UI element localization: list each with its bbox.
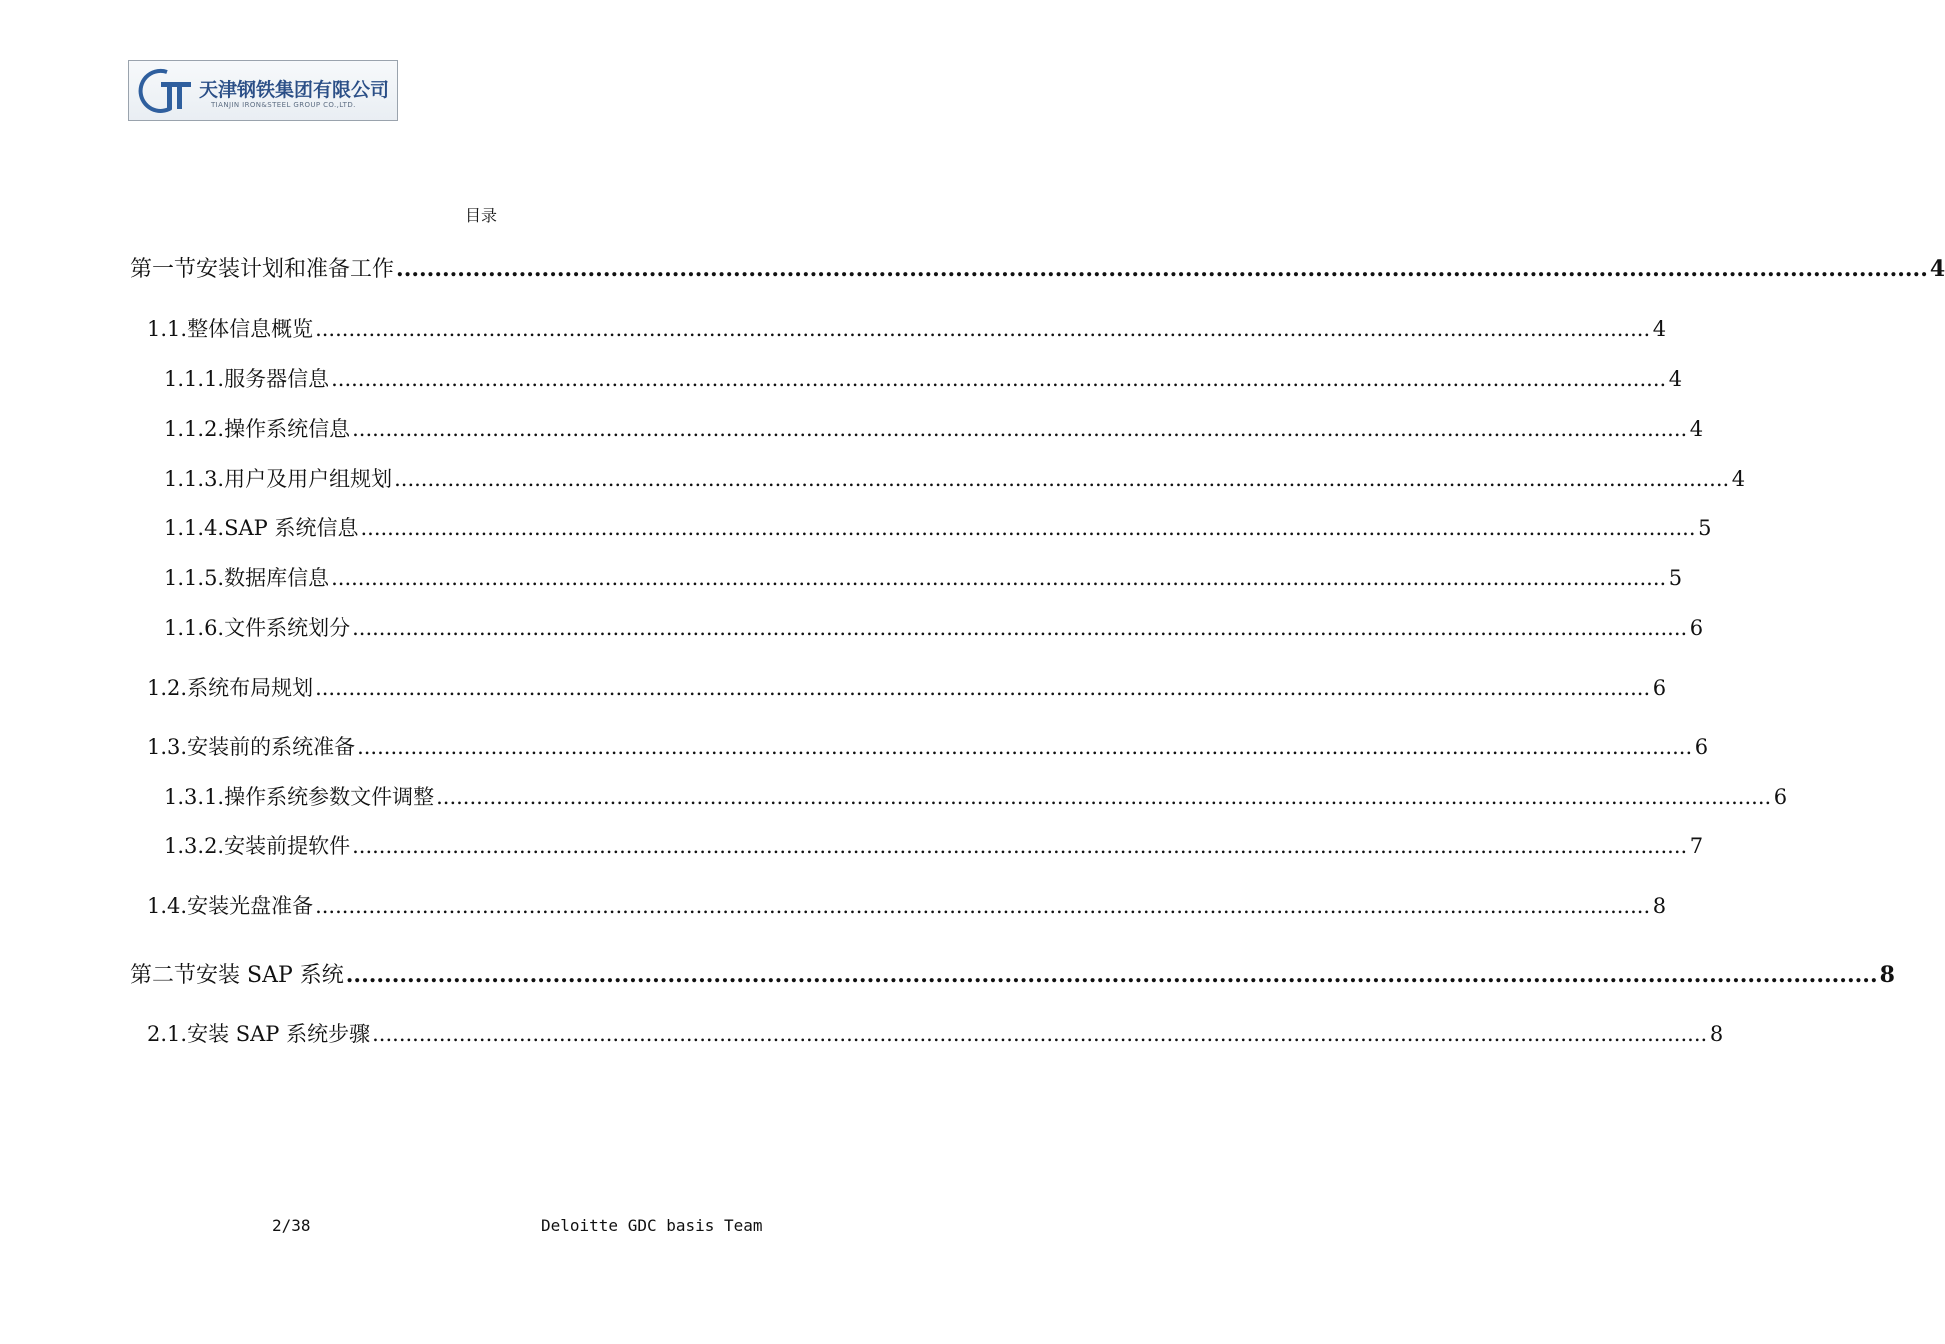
toc-entry-number: 1.1.4. bbox=[164, 516, 225, 540]
toc-entry[interactable] bbox=[164, 781, 1788, 811]
toc-entry-number: 1.1.2. bbox=[164, 417, 225, 441]
toc-entry-page: 7 bbox=[1689, 834, 1704, 858]
toc-entry-number: 1.3.2. bbox=[164, 834, 225, 858]
toc-entry-page: 5 bbox=[1668, 566, 1683, 590]
toc-entry-label: 用户及用户组规划 bbox=[224, 467, 393, 491]
toc-entry-number: 1.1.3. bbox=[164, 467, 225, 491]
toc-dot-leader: ........................................................................................................................................................................................................ bbox=[372, 1022, 1708, 1046]
toc-dot-leader: ........................................................................................................................................................................................................ bbox=[315, 894, 1651, 918]
toc-entry-page: 6 bbox=[1652, 676, 1667, 700]
toc-entry-page: 4 bbox=[1929, 256, 1945, 282]
toc-entry-label: 系统布局规划 bbox=[187, 676, 314, 700]
toc-entry[interactable] bbox=[164, 830, 1704, 860]
toc-entry[interactable] bbox=[164, 363, 1683, 393]
toc-entry-page: 4 bbox=[1652, 317, 1667, 341]
toc-dot-leader: ........................................................................................................................................................................................................ bbox=[394, 467, 1730, 491]
toc-dot-leader: ........................................................................................................................................................................................................ bbox=[315, 317, 1651, 341]
toc-entry-page: 6 bbox=[1773, 785, 1788, 809]
toc-entry-label: 安装 SAP 系统步骤 bbox=[187, 1022, 371, 1046]
toc-entry-page: 5 bbox=[1698, 516, 1712, 540]
footer-page-number: 2/38 bbox=[272, 1216, 311, 1235]
toc-entry[interactable] bbox=[130, 958, 1895, 989]
toc-entry-number: 1.2. bbox=[147, 676, 188, 700]
toc-dot-leader: ........................................................................................................................................................................................................ bbox=[360, 516, 1696, 540]
toc-entry[interactable] bbox=[147, 890, 1667, 920]
company-logo bbox=[128, 60, 398, 121]
logo-chinese-name: 天津钢铁集团有限公司 bbox=[199, 79, 390, 101]
toc-entry[interactable] bbox=[147, 313, 1667, 343]
toc-dot-leader: ........................................................................................................................................................................................................ bbox=[352, 616, 1688, 640]
toc-entry[interactable] bbox=[164, 562, 1683, 592]
toc-entry-number: 1.3.1. bbox=[164, 785, 225, 809]
toc-entry-label: SAP 系统信息 bbox=[224, 516, 359, 540]
toc-dot-leader: ........................................................................................................................................................................................................ bbox=[345, 962, 1878, 988]
toc-dot-leader: ........................................................................................................................................................................................................ bbox=[331, 566, 1667, 590]
toc-entry-label: 数据库信息 bbox=[224, 566, 330, 590]
toc-entry-number: 第二节 bbox=[130, 963, 197, 988]
footer-team: Deloitte GDC basis Team bbox=[541, 1216, 763, 1235]
toc-entry-number: 2.1. bbox=[147, 1022, 188, 1046]
toc-entry[interactable] bbox=[164, 612, 1704, 642]
toc-entry-number: 1.1.6. bbox=[164, 616, 225, 640]
toc-entry-page: 8 bbox=[1879, 962, 1895, 988]
toc-entry-label: 操作系统参数文件调整 bbox=[224, 785, 435, 809]
toc-entry-label: 文件系统划分 bbox=[224, 616, 351, 640]
toc-entry-label: 安装计划和准备工作 bbox=[196, 257, 395, 282]
toc-dot-leader: ........................................................................................................................................................................................................ bbox=[396, 256, 1928, 282]
toc-dot-leader: ........................................................................................................................................................................................................ bbox=[357, 735, 1693, 759]
toc-entry[interactable] bbox=[130, 252, 1945, 283]
toc-entry-page: 4 bbox=[1668, 367, 1683, 391]
toc-entry-number: 1.1. bbox=[147, 317, 188, 341]
toc-dot-leader: ........................................................................................................................................................................................................ bbox=[436, 785, 1772, 809]
toc-entry[interactable] bbox=[147, 1018, 1724, 1048]
toc-dot-leader: ........................................................................................................................................................................................................ bbox=[352, 417, 1688, 441]
toc-entry-page: 8 bbox=[1652, 894, 1667, 918]
toc-entry[interactable] bbox=[164, 512, 1712, 542]
toc-entry-page: 4 bbox=[1689, 417, 1704, 441]
toc-entry-page: 4 bbox=[1731, 467, 1746, 491]
toc-entry-number: 第一节 bbox=[130, 257, 197, 282]
toc-entry-label: 安装前的系统准备 bbox=[187, 735, 356, 759]
toc-entry-page: 8 bbox=[1709, 1022, 1724, 1046]
logo-english-name: TIANJIN IRON&STEEL GROUP CO.,LTD. bbox=[211, 101, 356, 109]
toc-entry[interactable] bbox=[147, 731, 1709, 761]
toc-entry-label: 安装 SAP 系统 bbox=[196, 963, 344, 988]
toc-entry-number: 1.1.1. bbox=[164, 367, 225, 391]
toc-entry-number: 1.1.5. bbox=[164, 566, 225, 590]
toc-dot-leader: ........................................................................................................................................................................................................ bbox=[315, 676, 1651, 700]
toc-dot-leader: ........................................................................................................................................................................................................ bbox=[352, 834, 1688, 858]
toc-entry[interactable] bbox=[147, 672, 1667, 702]
toc-title: 目录 bbox=[464, 206, 497, 225]
toc-entry-label: 服务器信息 bbox=[224, 367, 330, 391]
toc-entry-number: 1.4. bbox=[147, 894, 188, 918]
toc-entry-page: 6 bbox=[1694, 735, 1709, 759]
toc-dot-leader: ........................................................................................................................................................................................................ bbox=[331, 367, 1667, 391]
toc-entry-page: 6 bbox=[1689, 616, 1704, 640]
toc-entry-label: 安装光盘准备 bbox=[187, 894, 314, 918]
toc-entry-label: 安装前提软件 bbox=[224, 834, 351, 858]
toc-entry-number: 1.3. bbox=[147, 735, 188, 759]
toc-entry-label: 整体信息概览 bbox=[187, 317, 314, 341]
toc-entry-label: 操作系统信息 bbox=[224, 417, 351, 441]
company-emblem-icon bbox=[137, 64, 195, 118]
toc-entry[interactable] bbox=[164, 413, 1704, 443]
toc-entry[interactable] bbox=[164, 463, 1746, 493]
